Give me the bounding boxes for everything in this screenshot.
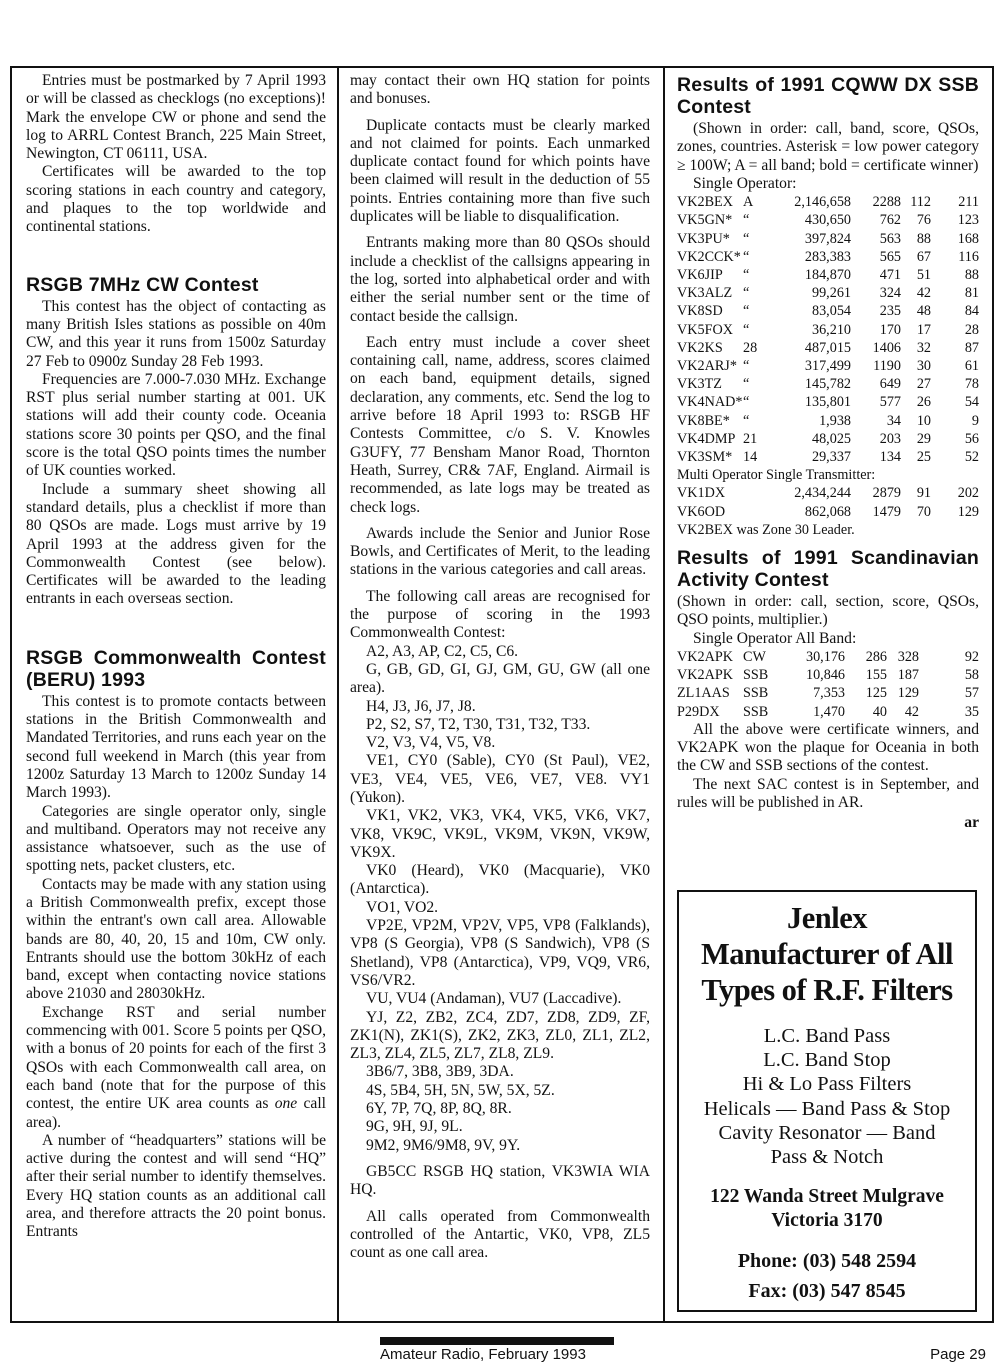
table-cell: 88	[916, 230, 931, 247]
call-area: 9G, 9H, 9J, 9L.	[366, 1118, 463, 1136]
text: call area).	[26, 1095, 326, 1131]
table-cell: VK2APK	[677, 648, 733, 665]
table-cell: 36,210	[811, 321, 851, 338]
table-row	[677, 248, 979, 266]
table-row	[677, 193, 979, 211]
table-row	[677, 230, 979, 248]
call-area: VP2E, VP2M, VP2V, VP5, VP8 (Falklands), VP8 (S Georgia), VP8 (S Sandwich), VP8 (S Shetland), VP8 (Antarctica), VP9, VQ9, VR6, VS6/VR2.	[350, 917, 650, 989]
ad-address: 122 Wanda Street Mulgrave	[710, 1186, 944, 1208]
sac-results-table	[677, 648, 979, 721]
table-cell: VK1DX	[677, 485, 726, 502]
table-cell: “	[743, 267, 750, 283]
table-cell: 76	[916, 212, 931, 229]
table-cell: 70	[916, 503, 931, 520]
table-cell: VK5FOX	[677, 321, 733, 338]
table-cell: 78	[964, 376, 979, 393]
table-cell: 155	[865, 667, 887, 684]
table-cell: 2288	[872, 194, 901, 211]
paragraph: (Shown in order: call, band, score, QSOs, zones, countries. Asterisk = low power category ≥ 100W; A = all band; bold = certificate winner)	[677, 120, 979, 174]
call-area: 6Y, 7P, 7Q, 8P, 8Q, 8R.	[366, 1100, 512, 1118]
call-area: VU, VU4 (Andaman), VU7 (Laccadive).	[366, 990, 622, 1008]
column-1	[26, 72, 326, 1242]
table-cell: 202	[957, 485, 979, 502]
table-cell: “	[743, 394, 750, 411]
table-row	[677, 211, 979, 229]
paragraph: Duplicate contacts must be clearly marked and not claimed for points. Each unmarked duplicate contact found for which points have been claimed will result in the deduction of 55 points. Entries containing more than five such duplicates will be liable to disqualification.	[350, 116, 650, 226]
table-cell: 145,782	[804, 376, 851, 393]
subheading: Single Operator:	[693, 174, 797, 192]
paragraph: This contest is to promote contacts between stations in the British Commonwealth and Mandated Territories, and runs each year on the second full weekend in March (this year from 1200z Saturday 13 March to 1200z Sunday 14 March 1993).	[26, 692, 326, 802]
table-row	[677, 648, 979, 666]
call-area: 9M2, 9M6/9M8, 9V, 9Y.	[366, 1136, 521, 1154]
table-cell: 762	[879, 212, 901, 229]
ad-service: Cavity Resonator — Band Pass & Notch	[718, 1121, 936, 1169]
ad-company-name: Jenlex	[786, 901, 867, 935]
table-cell: 88	[964, 267, 979, 283]
cqww-results-table	[677, 193, 979, 466]
table-cell: 2,434,244	[794, 485, 851, 502]
section-heading: Results of 1991 CQWW DX SSB Contest	[677, 74, 979, 118]
table-row	[677, 412, 979, 430]
table-cell: 40	[872, 703, 887, 720]
table-cell: VK4NAD*	[677, 394, 743, 411]
table-cell: 51	[916, 267, 931, 283]
table-cell: 1,470	[813, 703, 845, 720]
paragraph: All the above were certificate winners, and VK2APK won the plaque for Oceania in both the CW and SSB sections of the contest.	[677, 720, 979, 775]
note: VK2BEX was Zone 30 Leader.	[677, 521, 855, 538]
table-cell: 129	[897, 685, 919, 702]
table-cell: 649	[879, 376, 901, 393]
table-cell: SSB	[743, 685, 769, 702]
table-cell: 328	[897, 648, 919, 665]
paragraph: (Shown in order: call, section, score, QSOs, QSO points, multiplier.)	[677, 593, 979, 629]
jenlex-advertisement	[677, 890, 977, 1312]
call-area: VK1, VK2, VK3, VK4, VK5, VK6, VK7, VK8, VK9C, VK9L, VK9M, VK9N, VK9W, VK9X.	[350, 807, 650, 861]
column-divider	[337, 66, 339, 1323]
paragraph: The following call areas are recognised for the purpose of scoring in the 1993 Commonwealth Contest:	[350, 587, 650, 642]
table-cell: 91	[916, 485, 931, 502]
table-cell: VK6OD	[677, 503, 726, 520]
table-cell: 2879	[872, 485, 901, 502]
call-area: VO1, VO2.	[366, 898, 439, 916]
table-cell: 42	[916, 285, 931, 302]
table-cell: 28	[964, 321, 979, 338]
table-row	[677, 393, 979, 411]
table-row	[677, 357, 979, 375]
table-cell: “	[743, 248, 750, 265]
emphasis: one	[274, 1095, 298, 1113]
ad-fax: Fax: (03) 547 8545	[748, 1280, 906, 1303]
paragraph: All calls operated from Commonwealth controlled of the Antartic, VK0, VP8, ZL5 count as one call area.	[350, 1207, 650, 1262]
table-cell: 54	[964, 394, 979, 411]
call-area: V2, V3, V4, V5, V8.	[366, 734, 496, 752]
column-2	[350, 72, 650, 1262]
table-cell: “	[743, 358, 750, 375]
table-cell: 203	[879, 430, 901, 447]
call-area: VE1, CY0 (Sable), CY0 (St Paul), VE2, VE3, VE4, VE5, VE6, VE7, VE8. VY1 (Yukon).	[350, 752, 650, 806]
table-row	[677, 503, 979, 521]
table-cell: 52	[964, 449, 979, 466]
table-cell: 125	[865, 685, 887, 702]
footer-rule	[380, 1337, 614, 1345]
table-cell: 1406	[872, 339, 901, 356]
footer-publication: Amateur Radio, February 1993	[380, 1346, 586, 1363]
table-cell: 81	[964, 285, 979, 302]
table-cell: CW	[743, 648, 766, 665]
ad-phone: Phone: (03) 548 2594	[737, 1250, 917, 1273]
call-area: 4S, 5B4, 5H, 5N, 5W, 5X, 5Z.	[366, 1081, 555, 1099]
table-cell: 283,383	[804, 248, 851, 265]
table-cell: 430,650	[804, 212, 851, 229]
ad-address: Victoria 3170	[771, 1210, 883, 1232]
table-cell: 123	[957, 212, 979, 229]
table-cell: 184,870	[804, 267, 851, 283]
call-area: VK0 (Heard), VK0 (Macquarie), VK0 (Antarctica).	[350, 862, 650, 898]
column-3	[677, 72, 979, 833]
table-cell: 116	[958, 248, 979, 265]
ad-headline: Manufacturer of All Types of R.F. Filters	[701, 937, 953, 1007]
text: Exchange RST and serial number commencing with 001. Score 5 points per QSO, with a bonus of 20 points for each of the first 3 QSOs with each Commonwealth call area, on each band (note that for the purpose of this contest, the entire UK area counts as	[26, 1003, 326, 1113]
table-cell: ZL1AAS	[677, 685, 730, 702]
table-cell: 29,337	[811, 449, 851, 466]
footer-page-number: Page 29	[930, 1346, 986, 1363]
table-cell: 10	[916, 412, 931, 429]
table-cell: 471	[879, 267, 901, 283]
table-cell: 286	[865, 648, 887, 665]
table-cell: VK2APK	[677, 667, 733, 684]
table-cell: “	[743, 376, 750, 393]
table-cell: 17	[916, 321, 931, 338]
table-row	[677, 375, 979, 393]
table-cell: VK2BEX	[677, 194, 733, 211]
paragraph: A number of “headquarters” stations will be active during the contest and will send “HQ” after their serial number to identify themselves. Every HQ station counts as an additional call area, and therefore attracts the 20 point bonus. Entrants	[26, 1131, 326, 1241]
table-cell: 134	[879, 449, 901, 466]
table-cell: 235	[879, 303, 901, 320]
table-cell: 32	[916, 339, 931, 356]
table-cell: “	[743, 212, 750, 229]
ad-service: Helicals — Band Pass & Stop	[703, 1097, 951, 1120]
table-cell: VK3SM*	[677, 449, 733, 466]
table-cell: SSB	[743, 667, 769, 684]
table-cell: 317,499	[804, 358, 851, 375]
table-cell: 26	[916, 394, 931, 411]
table-cell: SSB	[743, 703, 769, 720]
paragraph: The next SAC contest is in September, and rules will be published in AR.	[677, 775, 979, 811]
table-cell: 57	[964, 685, 979, 702]
table-cell: “	[743, 321, 750, 338]
table-row	[677, 302, 979, 320]
call-area: G, GB, GD, GI, GJ, GM, GU, GW (all one area).	[350, 660, 650, 697]
table-cell: 487,015	[804, 339, 851, 356]
table-cell: 112	[910, 194, 931, 211]
table-cell: VK3ALZ	[677, 285, 733, 302]
paragraph: Entrants making more than 80 QSOs should include a checklist of the callsigns appearing in the log, sorted into alphabetical order and with either the serial number sent or the time of contact beside the callsign.	[350, 234, 650, 325]
table-cell: 42	[904, 703, 919, 720]
table-cell: 83,054	[811, 303, 851, 320]
table-row	[677, 266, 979, 284]
table-cell: “	[743, 285, 750, 302]
table-cell: 29	[916, 430, 931, 447]
table-row	[677, 430, 979, 448]
table-cell: 61	[964, 358, 979, 375]
table-cell: 58	[964, 667, 979, 684]
table-cell: VK3PU*	[677, 230, 730, 247]
table-cell: VK5GN*	[677, 212, 733, 229]
section-heading: RSGB 7MHz CW Contest	[26, 273, 259, 296]
paragraph: Contacts may be made with any station using a British Commonwealth prefix, except those within the entrant's own call area. Allowable bands are 80, 40, 20, 15 and 10m, CW only. Entrants should use the bottom 30kHz of each band, except when contacting novice stations above 21030 and 28030kHz.	[26, 875, 326, 1003]
table-cell: VK4DMP	[677, 430, 736, 447]
table-cell: 862,068	[804, 503, 851, 520]
table-cell: 48	[916, 303, 931, 320]
table-cell: VK2ARJ*	[677, 358, 737, 375]
table-cell: 87	[964, 339, 979, 356]
table-cell: VK3TZ	[677, 376, 722, 393]
end-mark: ar	[964, 814, 979, 832]
table-cell: 187	[897, 667, 919, 684]
call-area: H4, J3, J6, J7, J8.	[366, 697, 476, 715]
ad-service: L.C. Band Stop	[763, 1049, 891, 1072]
table-row	[677, 321, 979, 339]
paragraph: Include a summary sheet showing all standard details, plus a checklist if more than 80 QSOs are made. Logs must arrive by 19 April 1993 at the address given for the Commonwealth Contest (see below). Certificates will be awarded to the leading entrants in each overseas section.	[26, 480, 326, 608]
ad-service: L.C. Band Pass	[763, 1025, 891, 1047]
paragraph: Entries must be postmarked by 7 April 1993 or will be classed as checklogs (no exceptions)! Mark the envelope CW or phone and send the log to ARRL Contest Branch, 225 Main Street, Newington, CT 06111, USA.	[26, 72, 326, 163]
table-row	[677, 703, 979, 721]
call-area: 3B6/7, 3B8, 3B9, 3DA.	[366, 1063, 514, 1081]
table-cell: 7,353	[813, 685, 845, 702]
table-cell: 397,824	[804, 230, 851, 247]
table-cell: 211	[958, 194, 979, 211]
table-cell: 35	[964, 703, 979, 720]
paragraph: Frequencies are 7.000-7.030 MHz. Exchange RST plus serial number starting at 001. UK stations will add their county code. Oceania stations score 30 points per QSO, and the final score is the total QSO points times the number of UK counties worked.	[26, 370, 326, 480]
subheading: Multi Operator Single Transmitter:	[677, 467, 876, 484]
table-cell: “	[743, 303, 750, 320]
table-cell: 168	[957, 230, 979, 247]
call-area: P2, S2, S7, T2, T30, T31, T32, T33.	[366, 715, 591, 733]
subheading: Single Operator All Band:	[693, 629, 857, 647]
table-cell: 67	[916, 248, 931, 265]
table-cell: VK2CCK*	[677, 248, 741, 265]
paragraph: Certificates will be awarded to the top scoring stations in each country and category, and plaques to the top worldwide and continental stations.	[26, 163, 326, 236]
table-cell: 21	[743, 430, 758, 447]
table-cell: 84	[964, 303, 979, 320]
table-cell: 27	[916, 376, 931, 393]
table-cell: 56	[964, 430, 979, 447]
table-cell: 10,846	[805, 667, 845, 684]
column-divider	[663, 66, 665, 1323]
section-heading: RSGB Commonwealth Contest (BERU) 1993	[26, 646, 326, 691]
table-cell: 30,176	[805, 648, 845, 665]
table-cell: 92	[964, 648, 979, 665]
table-cell: VK8BE*	[677, 412, 730, 429]
table-cell: 129	[957, 503, 979, 520]
paragraph: GB5CC RSGB HQ station, VK3WIA WIA HQ.	[350, 1162, 650, 1199]
table-cell: 170	[879, 321, 901, 338]
table-cell: 34	[886, 412, 901, 429]
table-cell: 28	[743, 339, 758, 356]
table-cell: 9	[971, 412, 979, 429]
table-cell: 1190	[873, 358, 901, 375]
table-cell: 25	[916, 449, 931, 466]
table-cell: A	[743, 194, 754, 211]
table-cell: 565	[879, 248, 901, 265]
table-cell: 2,146,658	[794, 194, 851, 211]
table-cell: 30	[916, 358, 931, 375]
paragraph: may contact their own HQ station for points and bonuses.	[350, 72, 650, 108]
table-cell: 1,938	[819, 412, 851, 429]
table-row	[677, 684, 979, 702]
table-cell: VK2KS	[677, 339, 723, 356]
table-cell: 563	[879, 230, 901, 247]
table-cell: 135,801	[804, 394, 851, 411]
paragraph: Each entry must include a cover sheet containing call, name, address, scores claimed on each band, equipment details, signed declaration, any comments, etc. Send the log to arrive before 18 April 1993 to: RSGB HF Contests Committee, c/o S. V. Knowles G3UFY, 77 Bensham Manor Road, Thornton Heath, Surrey, CR& 7AF, England. Airmail is recommended, as late logs may be treated as check logs.	[350, 333, 650, 516]
call-area: YJ, Z2, ZB2, ZC4, ZD7, ZD8, ZD9, ZF, ZK1(N), ZK1(S), ZK2, ZK3, ZL0, ZL1, ZL2, ZL3, ZL4, ZL5, ZL7, ZL8, ZL9.	[350, 1008, 650, 1063]
table-cell: 14	[743, 449, 758, 466]
table-row	[677, 666, 979, 684]
table-cell: VK6JIP	[677, 267, 723, 283]
table-cell: 324	[879, 285, 901, 302]
section-heading: Results of 1991 Scandinavian Activity Contest	[677, 547, 979, 592]
paragraph: Awards include the Senior and Junior Rose Bowls, and Certificates of Merit, to the leading stations in the various categories and call areas.	[350, 524, 650, 579]
table-row	[677, 339, 979, 357]
table-cell: VK8SD	[677, 303, 723, 320]
multi-op-table	[677, 484, 979, 520]
table-cell: 99,261	[811, 285, 851, 302]
table-cell: P29DX	[677, 703, 720, 720]
table-cell: “	[743, 230, 750, 247]
table-cell: “	[743, 412, 750, 429]
paragraph: This contest has the object of contacting as many British Isles stations as possible on 40m CW, and this year it runs from 1500z Saturday 27 Feb to 0900z Sunday 28 Feb 1993.	[26, 297, 326, 370]
table-row	[677, 448, 979, 466]
table-row	[677, 484, 979, 502]
table-row	[677, 284, 979, 302]
table-cell: 48,025	[811, 430, 851, 447]
table-cell: 1479	[872, 503, 901, 520]
ad-service: Hi & Lo Pass Filters	[742, 1073, 912, 1096]
call-area: A2, A3, AP, C2, C5, C6.	[366, 642, 519, 660]
table-cell: 577	[879, 394, 901, 411]
paragraph: Categories are single operator only, single and multiband. Operators may not receive any assistance whatsoever, such as the use of spotting nets, packet clusters, etc.	[26, 802, 326, 875]
paragraph	[26, 1004, 326, 1132]
